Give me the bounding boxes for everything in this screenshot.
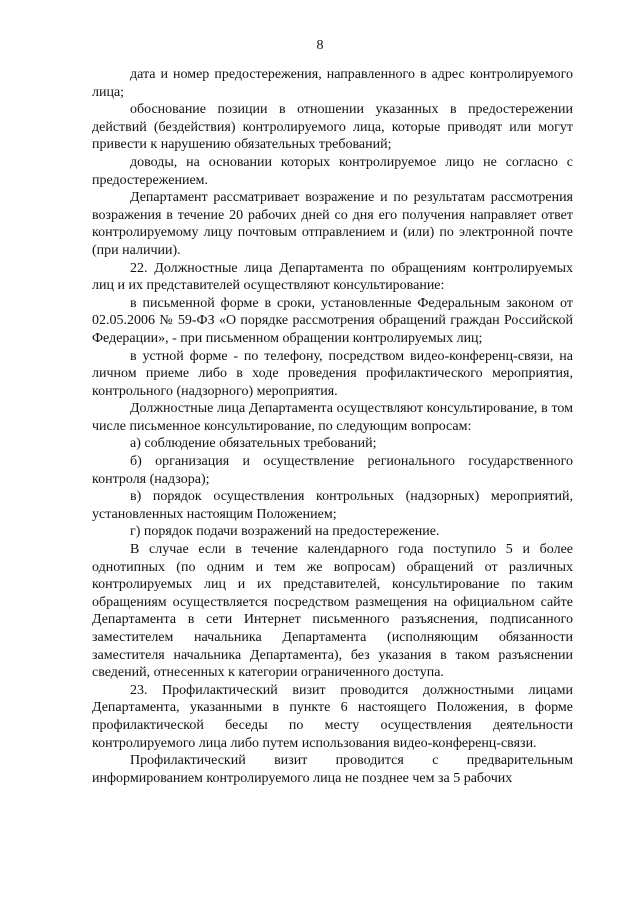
page-number: 8 (316, 38, 324, 53)
paragraph: в) порядок осуществления контрольных (надзорных) мероприятий, установленных настоящим Положением; (92, 489, 573, 522)
paragraph: а) соблюдение обязательных требований; (130, 436, 377, 452)
paragraph: В случае если в течение календарного года поступило 5 и более однотипных (по одним и тем же вопросам) обращений от различных контролируемых лиц и их представителей, консультирование по таким обращениям осуществляется посредством размещения на официальном сайте Департамента в сети Интернет письменного разъяснения, подписанного заместителем начальника Департамента (исполняющим обязанности заместителя начальника Департамента), без указания в таком разъяснении сведений, отнесенных к категории ограниченного доступа. (92, 542, 573, 681)
paragraph: г) порядок подачи возражений на предостережение. (130, 524, 440, 540)
paragraph: 22. Должностные лица Департамента по обращениям контролируемых лиц и их представителей осуществляют консультирование: (92, 260, 573, 294)
document-body (92, 66, 573, 787)
paragraph: в устной форме - по телефону, посредством видео-конференц-связи, на личном приеме либо в ходе проведения профилактического мероприятия, контрольного (надзорного) мероприятия. (92, 348, 573, 399)
paragraph: б) организация и осуществление регионального государственного контроля (надзора); (92, 454, 573, 487)
paragraph: обоснование позиции в отношении указанных в предостережении действий (бездействия) контролируемого лица, которые приводят или могут привести к нарушению обязательных требований; (92, 102, 573, 153)
paragraph: Профилактический визит проводится с предварительным информированием контролируемого лица не позднее чем за 5 рабочих (92, 753, 573, 786)
paragraph: дата и номер предостережения, направленного в адрес контролируемого лица; (92, 67, 573, 100)
paragraph: 23. Профилактический визит проводится должностными лицами Департамента, указанными в пункте 6 настоящего Положения, в форме профилактической беседы по месту осуществления деятельности контролируемого лица либо путем использования видео-конференц-связи. (92, 682, 573, 751)
paragraph: в письменной форме в сроки, установленные Федеральным законом от 02.05.2006 № 59-ФЗ «О порядке рассмотрения обращений граждан Российской Федерации», - при письменном обращении контролируемых лиц; (92, 295, 573, 346)
paragraph: Должностные лица Департамента осуществляют консультирование, в том числе письменное консультирование, по следующим вопросам: (92, 401, 573, 434)
paragraph: Департамент рассматривает возражение и по результатам рассмотрения возражения в течение 20 рабочих дней со дня его получения направляет ответ контролируемому лицу почтовым отправлением и (или) по электронной почте (при наличии). (92, 190, 573, 258)
paragraph: доводы, на основании которых контролируемое лицо не согласно с предостережением. (92, 154, 573, 188)
